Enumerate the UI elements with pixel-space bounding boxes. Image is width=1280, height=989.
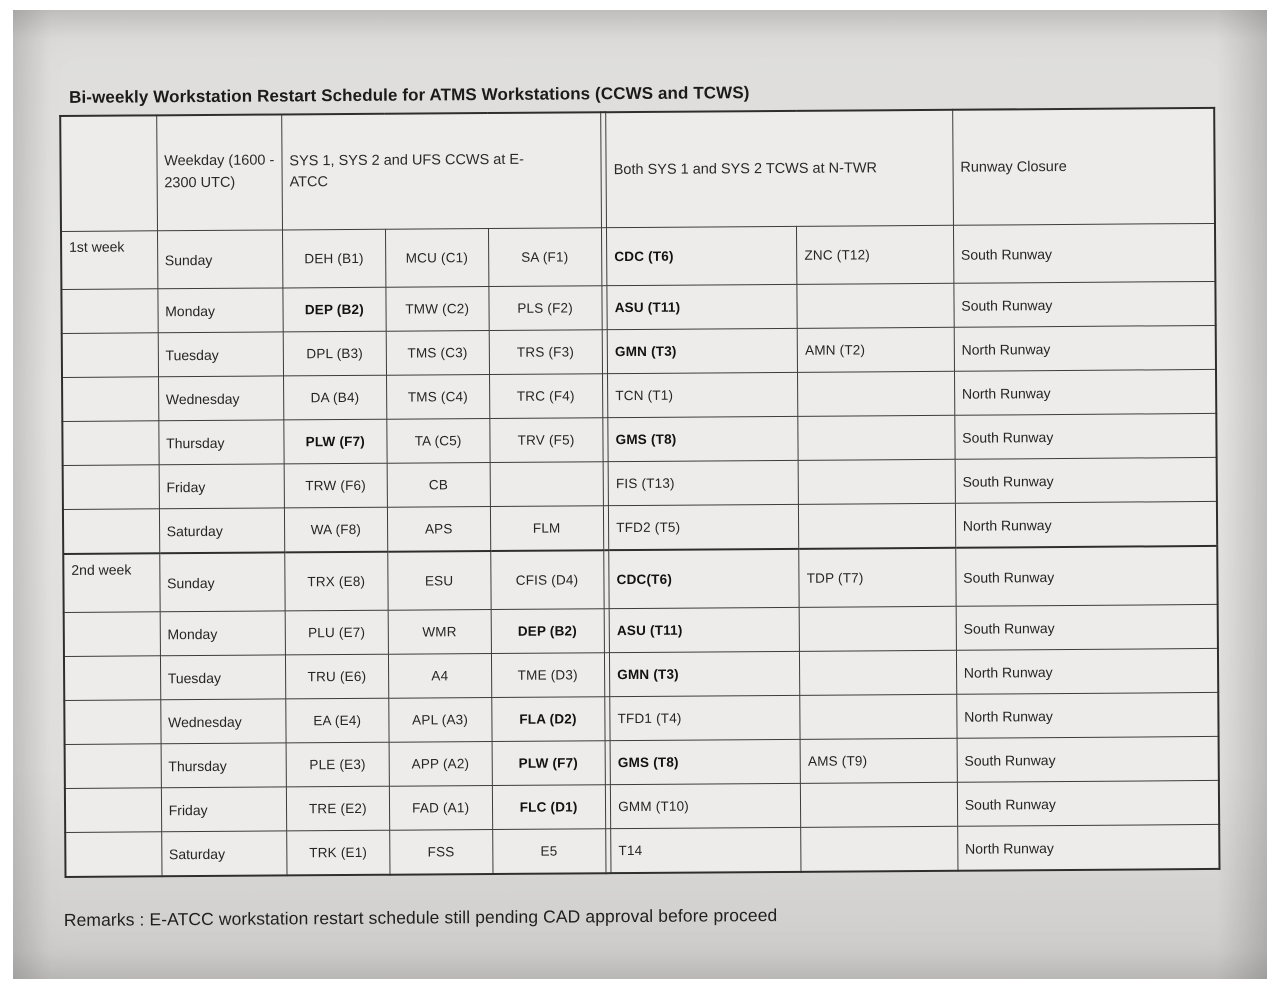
- tcws-cell: AMS (T9): [800, 738, 957, 783]
- weekday-cell: Friday: [159, 464, 285, 509]
- ccws-cell: [490, 462, 603, 507]
- runway-cell: South Runway: [955, 413, 1217, 459]
- ccws-header-label: SYS 1, SYS 2 and UFS CCWS at E-ATCC: [289, 151, 524, 191]
- week-label-cell: [63, 509, 159, 554]
- remarks-text: Remarks : E-ATCC workstation restart schedule still pending CAD approval before proceed: [63, 905, 778, 930]
- ccws-cell: WA (F8): [284, 507, 387, 552]
- ccws-cell: DEP (B2): [491, 609, 604, 654]
- weekday-cell: Thursday: [158, 420, 284, 465]
- week-label-cell: [64, 612, 160, 657]
- tcws-cell: [798, 371, 955, 416]
- weekday-cell: Monday: [160, 611, 286, 656]
- week-label-cell: [65, 744, 161, 789]
- ccws-cell: DEH (B1): [282, 229, 385, 288]
- document-title: Bi-weekly Workstation Restart Schedule for ATMS Workstations (CCWS and TCWS): [68, 83, 750, 107]
- ccws-cell: PLW (F7): [284, 419, 387, 464]
- ccws-cell: CFIS (D4): [490, 550, 603, 609]
- weekday-cell: Sunday: [159, 552, 285, 611]
- ccws-cell: TMS (C3): [386, 331, 489, 376]
- ccws-cell: TRK (E1): [287, 830, 390, 875]
- tcws-cell: [799, 503, 956, 549]
- runway-header-cell: Runway Closure: [952, 108, 1215, 225]
- runway-cell: South Runway: [956, 604, 1218, 650]
- weekday-cell: Saturday: [159, 508, 285, 553]
- tcws-cell: ZNC (T12): [797, 225, 954, 284]
- tcws-cell: [801, 782, 958, 827]
- tcws-cell: TFD2 (T5): [609, 504, 799, 550]
- tcws-cell: T14: [611, 827, 801, 873]
- tcws-cell: [799, 606, 956, 651]
- ccws-cell: FLC (D1): [492, 785, 605, 830]
- tcws-cell: GMS (T8): [610, 739, 800, 784]
- ccws-cell: PLS (F2): [489, 286, 602, 331]
- weekday-cell: Saturday: [161, 831, 287, 876]
- runway-cell: South Runway: [957, 736, 1219, 782]
- table-header-row: [60, 108, 1215, 232]
- ccws-cell: FLA (D2): [491, 697, 604, 742]
- runway-cell: North Runway: [956, 648, 1218, 694]
- ccws-cell: APL (A3): [389, 697, 492, 742]
- table-row: [61, 223, 1215, 289]
- table-row: [65, 824, 1219, 877]
- week-label-cell: [62, 377, 158, 422]
- tcws-cell: [801, 826, 958, 872]
- ccws-cell: TRC (F4): [489, 374, 602, 419]
- weekday-cell: Monday: [158, 288, 284, 333]
- weekday-cell: Tuesday: [160, 655, 286, 700]
- document-content: [59, 80, 1235, 931]
- tcws-cell: ASU (T11): [607, 284, 797, 329]
- tcws-cell: FIS (T13): [608, 460, 798, 505]
- weekday-cell: Sunday: [157, 230, 283, 289]
- ccws-cell: A4: [388, 653, 491, 698]
- week-label-cell: [62, 333, 158, 378]
- tcws-cell: [800, 650, 957, 695]
- tcws-cell: TDP (T7): [799, 548, 956, 608]
- tcws-cell: [797, 283, 954, 328]
- week-label-cell: [65, 832, 161, 877]
- scanned-page: [13, 10, 1267, 979]
- runway-cell: North Runway: [957, 824, 1219, 870]
- tcws-cell: GMN (T3): [607, 328, 797, 373]
- ccws-cell: TRV (F5): [489, 418, 602, 463]
- week-label-cell: [65, 788, 161, 833]
- ccws-cell: PLE (E3): [286, 742, 389, 787]
- runway-cell: South Runway: [953, 223, 1215, 283]
- ccws-cell: APS: [387, 507, 490, 552]
- ccws-cell: TA (C5): [387, 419, 490, 464]
- ccws-cell: EA (E4): [286, 698, 389, 743]
- tcws-header-cell: Both SYS 1 and SYS 2 TCWS at N-TWR: [606, 110, 953, 228]
- ccws-cell: TRS (F3): [489, 330, 602, 375]
- weekday-cell: Wednesday: [160, 699, 286, 744]
- weekday-cell: Friday: [161, 787, 287, 832]
- tcws-cell: GMN (T3): [610, 651, 800, 696]
- runway-cell: North Runway: [954, 369, 1216, 415]
- ccws-cell: SA (F1): [488, 228, 601, 287]
- weekday-header-cell: Weekday (1600 - 2300 UTC): [156, 114, 282, 230]
- ccws-cell: APP (A2): [389, 741, 492, 786]
- week-label-cell: [63, 465, 159, 510]
- weekday-cell: Thursday: [161, 743, 287, 788]
- ccws-cell: WMR: [388, 609, 491, 654]
- runway-cell: North Runway: [954, 325, 1216, 371]
- ccws-cell: TRU (E6): [285, 654, 388, 699]
- tcws-cell: CDC(T6): [609, 549, 799, 609]
- week-label-cell: 1st week: [61, 231, 158, 290]
- ccws-cell: DEP (B2): [283, 287, 386, 332]
- ccws-cell: DA (B4): [283, 375, 386, 420]
- runway-cell: North Runway: [955, 501, 1217, 547]
- ccws-header-cell: [282, 112, 601, 230]
- ccws-cell: MCU (C1): [385, 229, 488, 288]
- runway-cell: South Runway: [955, 457, 1217, 503]
- tcws-cell: ASU (T11): [609, 607, 799, 652]
- ccws-cell: TRW (F6): [284, 463, 387, 508]
- weekday-cell: Tuesday: [158, 332, 284, 377]
- runway-cell: South Runway: [954, 281, 1216, 327]
- ccws-cell: ESU: [387, 551, 490, 610]
- ccws-cell: CB: [387, 463, 490, 508]
- tcws-cell: GMM (T10): [611, 783, 801, 828]
- week-label-cell: [62, 421, 158, 466]
- ccws-cell: TRX (E8): [285, 552, 388, 611]
- week-label-cell: [61, 289, 157, 334]
- week-label-cell: [64, 700, 160, 745]
- ccws-cell: E5: [492, 829, 605, 874]
- ccws-cell: TRE (E2): [286, 786, 389, 831]
- tcws-cell: [798, 415, 955, 460]
- ccws-cell: TMW (C2): [386, 287, 489, 332]
- ccws-cell: FAD (A1): [389, 785, 492, 830]
- tcws-cell: CDC (T6): [607, 226, 797, 285]
- table-row: [63, 501, 1217, 554]
- week-label-cell: 2nd week: [63, 553, 160, 612]
- restart-schedule-table: [59, 107, 1220, 878]
- tcws-cell: [798, 459, 955, 504]
- tcws-cell: [800, 694, 957, 739]
- week-header-cell: [60, 115, 157, 231]
- tcws-cell: AMN (T2): [797, 327, 954, 372]
- tcws-cell: TCN (T1): [608, 372, 798, 417]
- ccws-cell: FSS: [389, 829, 492, 874]
- tcws-cell: GMS (T8): [608, 416, 798, 461]
- ccws-cell: DPL (B3): [283, 331, 386, 376]
- ccws-cell: PLW (F7): [492, 741, 605, 786]
- ccws-cell: PLU (E7): [285, 610, 388, 655]
- table-row: [63, 546, 1217, 613]
- ccws-cell: FLM: [490, 506, 603, 551]
- week-label-cell: [64, 656, 160, 701]
- ccws-cell: TMS (C4): [386, 375, 489, 420]
- runway-cell: South Runway: [956, 546, 1218, 606]
- runway-cell: North Runway: [957, 692, 1219, 738]
- ccws-cell: TME (D3): [491, 653, 604, 698]
- weekday-cell: Wednesday: [158, 376, 284, 421]
- runway-cell: South Runway: [957, 780, 1219, 826]
- tcws-cell: TFD1 (T4): [610, 695, 800, 740]
